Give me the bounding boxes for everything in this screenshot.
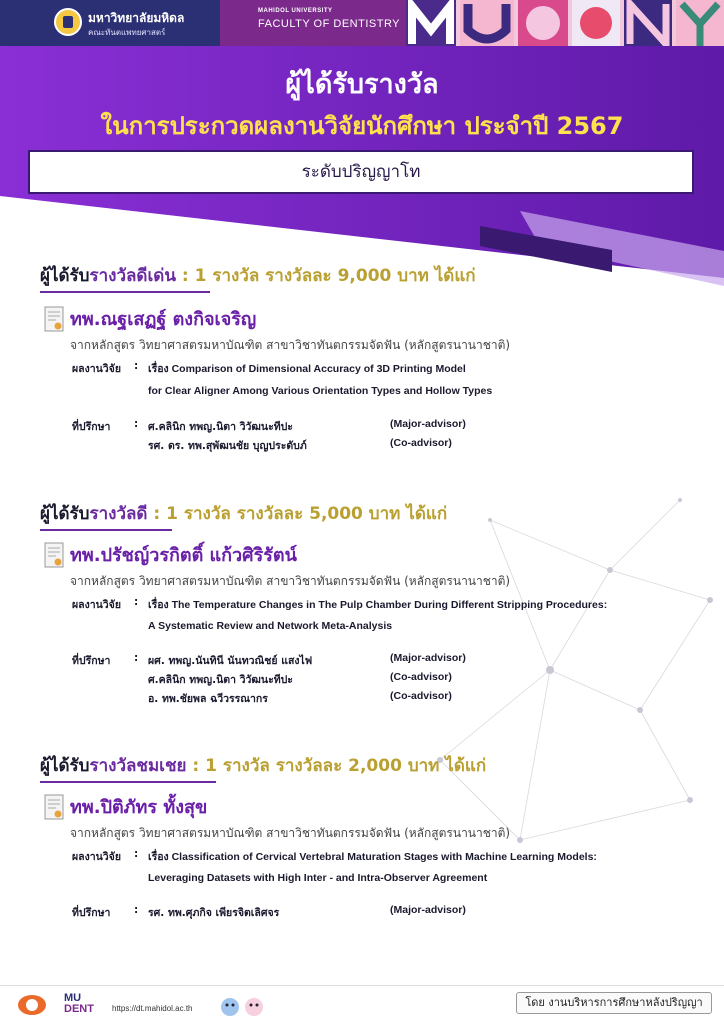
award-heading: ผู้ได้รับรางวัลดีเด่น : 1 รางวัล รางวัลละ 9,000 บาท ได้แก่ xyxy=(40,262,476,289)
advisor-name: รศ. ทพ.ศุภกิจ เพียรจิตเลิศจร xyxy=(148,907,280,919)
advisor-role: (Co-advisor) xyxy=(390,671,452,683)
mahidol-university-label: MAHIDOL UNIVERSITY xyxy=(258,8,333,14)
research-title-line2: Leveraging Datasets with High Inter - and Intra-Observer Agreement xyxy=(148,872,488,884)
advisor-role: (Co-advisor) xyxy=(390,690,452,702)
work-colon: : xyxy=(134,848,139,860)
page-subtitle: ในการประกวดผลงานวิจัยนักศึกษา ประจำปี 2567 xyxy=(100,112,624,140)
program-line: จากหลักสูตร วิทยาศาสตรมหาบัณฑิต สาขาวิชาทันตกรรมจัดฟัน (หลักสูตรนานาชาติ) xyxy=(70,338,511,352)
mascots-icon xyxy=(218,993,270,1019)
header-bar xyxy=(0,0,724,46)
footer-divider xyxy=(0,985,724,986)
faculty-eye-logo-icon xyxy=(18,995,46,1015)
research-title-line2: A Systematic Review and Network Meta-Analysis xyxy=(148,620,393,632)
advisor-role: (Major-advisor) xyxy=(390,652,466,664)
advisor-label: ที่ปรึกษา xyxy=(72,907,111,919)
advisor-name: อ. ทพ.ชัยพล ฉวีวรรณากร xyxy=(148,693,268,705)
advisor-name: ผศ. ทพญ.นันทินี นันทวณิชย์ แสงไฟ xyxy=(148,655,313,667)
advisor-role: (Major-advisor) xyxy=(390,904,466,916)
research-title-line1: เรื่อง Classification of Cervical Vertebral Maturation Stages with Machine Learning Models: xyxy=(148,851,597,863)
mudent-footer-logo: MU DENT xyxy=(64,992,94,1015)
organizer-label: โดย งานบริหารการศึกษาหลังปริญญา xyxy=(516,992,712,1014)
advisor-name: ศ.คลินิก ทพญ.นิตา วิวัฒนะทีปะ xyxy=(148,421,293,433)
certificate-icon xyxy=(44,794,64,820)
university-name: มหาวิทยาลัยมหิดล xyxy=(88,11,185,25)
advisor-role: (Co-advisor) xyxy=(390,437,452,449)
research-title-line2: for Clear Aligner Among Various Orientation Types and Hollow Types xyxy=(148,385,493,397)
advisor-name: รศ. ดร. ทพ.สุพัฒนชัย บุญประดับภ์ xyxy=(148,440,307,452)
faculty-name-th: คณะทันตแพทยศาสตร์ xyxy=(88,28,166,37)
award-heading: ผู้ได้รับรางวัลชมเชย : 1 รางวัล รางวัลละ 2,000 บาท ได้แก่ xyxy=(40,752,486,779)
website-url[interactable]: https://dt.mahidol.ac.th xyxy=(112,1004,193,1013)
winner-name: ทพ.ณฐเสฏฐ์ ตงกิจเจริญ xyxy=(70,309,257,330)
advisor-colon: : xyxy=(134,904,139,916)
work-colon: : xyxy=(134,360,139,372)
certificate-icon xyxy=(44,306,64,332)
program-line: จากหลักสูตร วิทยาศาสตรมหาบัณฑิต สาขาวิชาทันตกรรมจัดฟัน (หลักสูตรนานาชาติ) xyxy=(70,826,511,840)
advisor-name: ศ.คลินิก ทพญ.นิตา วิวัฒนะทีปะ xyxy=(148,674,293,686)
program-line: จากหลักสูตร วิทยาศาสตรมหาบัณฑิต สาขาวิชาทันตกรรมจัดฟัน (หลักสูตรนานาชาติ) xyxy=(70,574,511,588)
winner-name: ทพ.ปรัชญ์วรกิตติ์ แก้วศิริรัตน์ xyxy=(70,545,297,566)
mudent-graphic-logo xyxy=(406,0,724,46)
page-title: ผู้ได้รับรางวัล xyxy=(285,69,439,100)
mahidol-seal-icon xyxy=(54,8,82,36)
work-label: ผลงานวิจัย xyxy=(72,851,121,863)
advisor-label: ที่ปรึกษา xyxy=(72,655,111,667)
award-heading: ผู้ได้รับรางวัลดี : 1 รางวัล รางวัลละ 5,000 บาท ได้แก่ xyxy=(40,500,447,527)
network-decoration xyxy=(430,460,724,880)
degree-level-box: ระดับปริญญาโท xyxy=(28,150,694,194)
certificate-icon xyxy=(44,542,64,568)
advisor-colon: : xyxy=(134,652,139,664)
research-title-line1: เรื่อง Comparison of Dimensional Accuracy of 3D Printing Model xyxy=(148,363,466,375)
faculty-of-dentistry-label: FACULTY OF DENTISTRY xyxy=(258,18,401,30)
work-label: ผลงานวิจัย xyxy=(72,599,121,611)
advisor-role: (Major-advisor) xyxy=(390,418,466,430)
work-colon: : xyxy=(134,596,139,608)
winner-name: ทพ.ปิติภัทร ทั้งสุข xyxy=(70,797,208,818)
advisor-colon: : xyxy=(134,418,139,430)
research-title-line1: เรื่อง The Temperature Changes in The Pulp Chamber During Different Stripping Procedures: xyxy=(148,599,608,611)
advisor-label: ที่ปรึกษา xyxy=(72,421,111,433)
work-label: ผลงานวิจัย xyxy=(72,363,121,375)
